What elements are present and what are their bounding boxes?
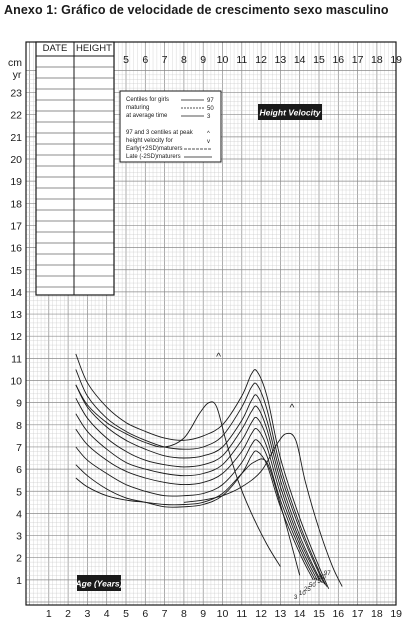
centile-curve <box>184 433 342 586</box>
centile-end-label: 97 <box>324 571 331 577</box>
y-tick-label: 2 <box>16 552 22 565</box>
legend-centiles-line-3: at average time <box>126 113 168 119</box>
legend-arrow-up: ^ <box>207 131 210 137</box>
record-table <box>36 42 114 295</box>
y-tick-label: 17 <box>10 220 22 233</box>
legend-peak-line-2: height velocity for <box>126 138 173 144</box>
centile-curve <box>76 385 325 584</box>
legend-arrow-down: v <box>207 139 210 145</box>
date-column-header: DATE <box>42 43 68 54</box>
x-tick-label-bottom: 3 <box>84 608 91 620</box>
x-tick-label-bottom: 14 <box>293 608 306 620</box>
y-tick-label: 21 <box>10 131 22 144</box>
y-tick-label: 10 <box>10 375 22 388</box>
x-tick-label-top: 10 <box>216 54 229 66</box>
x-axis-label: Age (Years) <box>75 578 123 589</box>
x-tick-label-bottom: 16 <box>332 608 345 620</box>
centile-curve <box>76 414 319 580</box>
x-tick-label-top: 12 <box>255 54 267 66</box>
x-tick-label-top: 5 <box>123 54 129 66</box>
x-tick-label-bottom: 2 <box>65 608 72 620</box>
x-tick-label-top: 16 <box>332 54 345 66</box>
centile-end-label: 90 <box>319 575 326 581</box>
x-tick-label-top: 11 <box>236 54 248 66</box>
y-tick-label: 4 <box>16 508 22 521</box>
legend-box <box>120 91 221 162</box>
x-tick-label-top: 15 <box>313 54 325 66</box>
y-tick-label: 18 <box>10 198 22 211</box>
page-title: Anexo 1: Gráfico de velocidade de crescimento sexo masculino <box>4 3 389 17</box>
x-tick-label-top: 6 <box>142 54 149 66</box>
y-tick-label: 19 <box>10 176 22 189</box>
legend-centiles-line-1: Centiles for girls <box>126 97 170 103</box>
y-tick-label: 15 <box>10 264 22 277</box>
x-tick-label-bottom: 9 <box>200 608 207 620</box>
x-tick-label-bottom: 1 <box>45 608 52 620</box>
y-tick-label: 12 <box>10 331 22 344</box>
x-tick-label-bottom: 5 <box>123 608 129 620</box>
y-tick-label: 13 <box>10 309 22 322</box>
x-tick-label-bottom: 15 <box>313 608 325 620</box>
centile-end-label: 10 <box>299 591 306 597</box>
x-tick-label-top: 9 <box>200 54 207 66</box>
x-tick-label-bottom: 19 <box>390 608 403 620</box>
y-tick-label: 1 <box>16 574 22 587</box>
y-tick-label: 16 <box>10 242 22 255</box>
peak-markers <box>216 351 294 414</box>
x-tick-label-bottom: 7 <box>161 608 168 620</box>
centile-end-label: 75 <box>314 579 321 585</box>
x-tick-label-bottom: 10 <box>216 608 229 620</box>
y-tick-label: 8 <box>16 419 22 432</box>
y-tick-label: 14 <box>10 286 22 299</box>
height-column-header: HEIGHT <box>76 43 112 54</box>
centile-end-label: 3 <box>294 595 298 601</box>
centile-curves <box>76 354 342 601</box>
x-tick-label-bottom: 18 <box>371 608 383 620</box>
legend-centile-3: 3 <box>207 114 211 120</box>
y-tick-label: 20 <box>10 154 22 166</box>
y-unit-top: cm <box>8 57 22 69</box>
x-tick-label-top: 14 <box>293 54 306 66</box>
x-tick-label-top: 8 <box>180 54 187 66</box>
centile-end-label: 25 <box>304 587 311 593</box>
x-tick-label-bottom: 13 <box>274 608 287 620</box>
legend-late-label: Late (-2SD)maturers <box>126 154 181 160</box>
centile-curve <box>76 428 317 579</box>
y-tick-label: 7 <box>16 441 22 454</box>
chart-title: Height Velocity <box>259 107 321 118</box>
y-unit-bottom: yr <box>12 69 22 81</box>
y-tick-label: 6 <box>16 464 22 477</box>
legend-early-label: Early(+2SD)maturers <box>126 146 183 152</box>
x-tick-label-bottom: 8 <box>180 608 187 620</box>
x-tick-label-top: 13 <box>274 54 287 66</box>
x-tick-label-top: 17 <box>351 54 364 66</box>
legend-centile-97: 97 <box>207 98 214 104</box>
chart-title-badge <box>258 104 322 120</box>
y-tick-label: 5 <box>16 486 22 499</box>
peak-marker: ^ <box>289 402 295 415</box>
x-tick-label-top: 7 <box>161 54 168 66</box>
legend-centile-50: 50 <box>207 106 214 112</box>
y-tick-label: 3 <box>16 530 22 543</box>
y-tick-label: 23 <box>10 87 22 100</box>
x-tick-label-bottom: 11 <box>236 608 248 620</box>
x-tick-label-bottom: 17 <box>351 608 364 620</box>
centile-end-label: 50 <box>309 583 316 589</box>
legend-peak-line-1: 97 and 3 centiles at peak <box>126 130 193 136</box>
legend-centiles-line-2: maturing <box>126 105 150 111</box>
x-tick-label-bottom: 4 <box>103 608 110 620</box>
y-tick-label: 9 <box>16 397 22 410</box>
x-tick-label-top: 18 <box>371 54 383 66</box>
y-tick-label: 11 <box>11 353 22 366</box>
x-tick-label-bottom: 6 <box>142 608 149 620</box>
centile-curve <box>76 354 329 589</box>
x-tick-label-bottom: 12 <box>255 608 267 620</box>
x-tick-label-top: 19 <box>390 54 403 66</box>
x-axis-label-badge <box>75 575 123 591</box>
y-tick-label: 22 <box>10 109 22 122</box>
peak-marker: ^ <box>216 351 222 364</box>
